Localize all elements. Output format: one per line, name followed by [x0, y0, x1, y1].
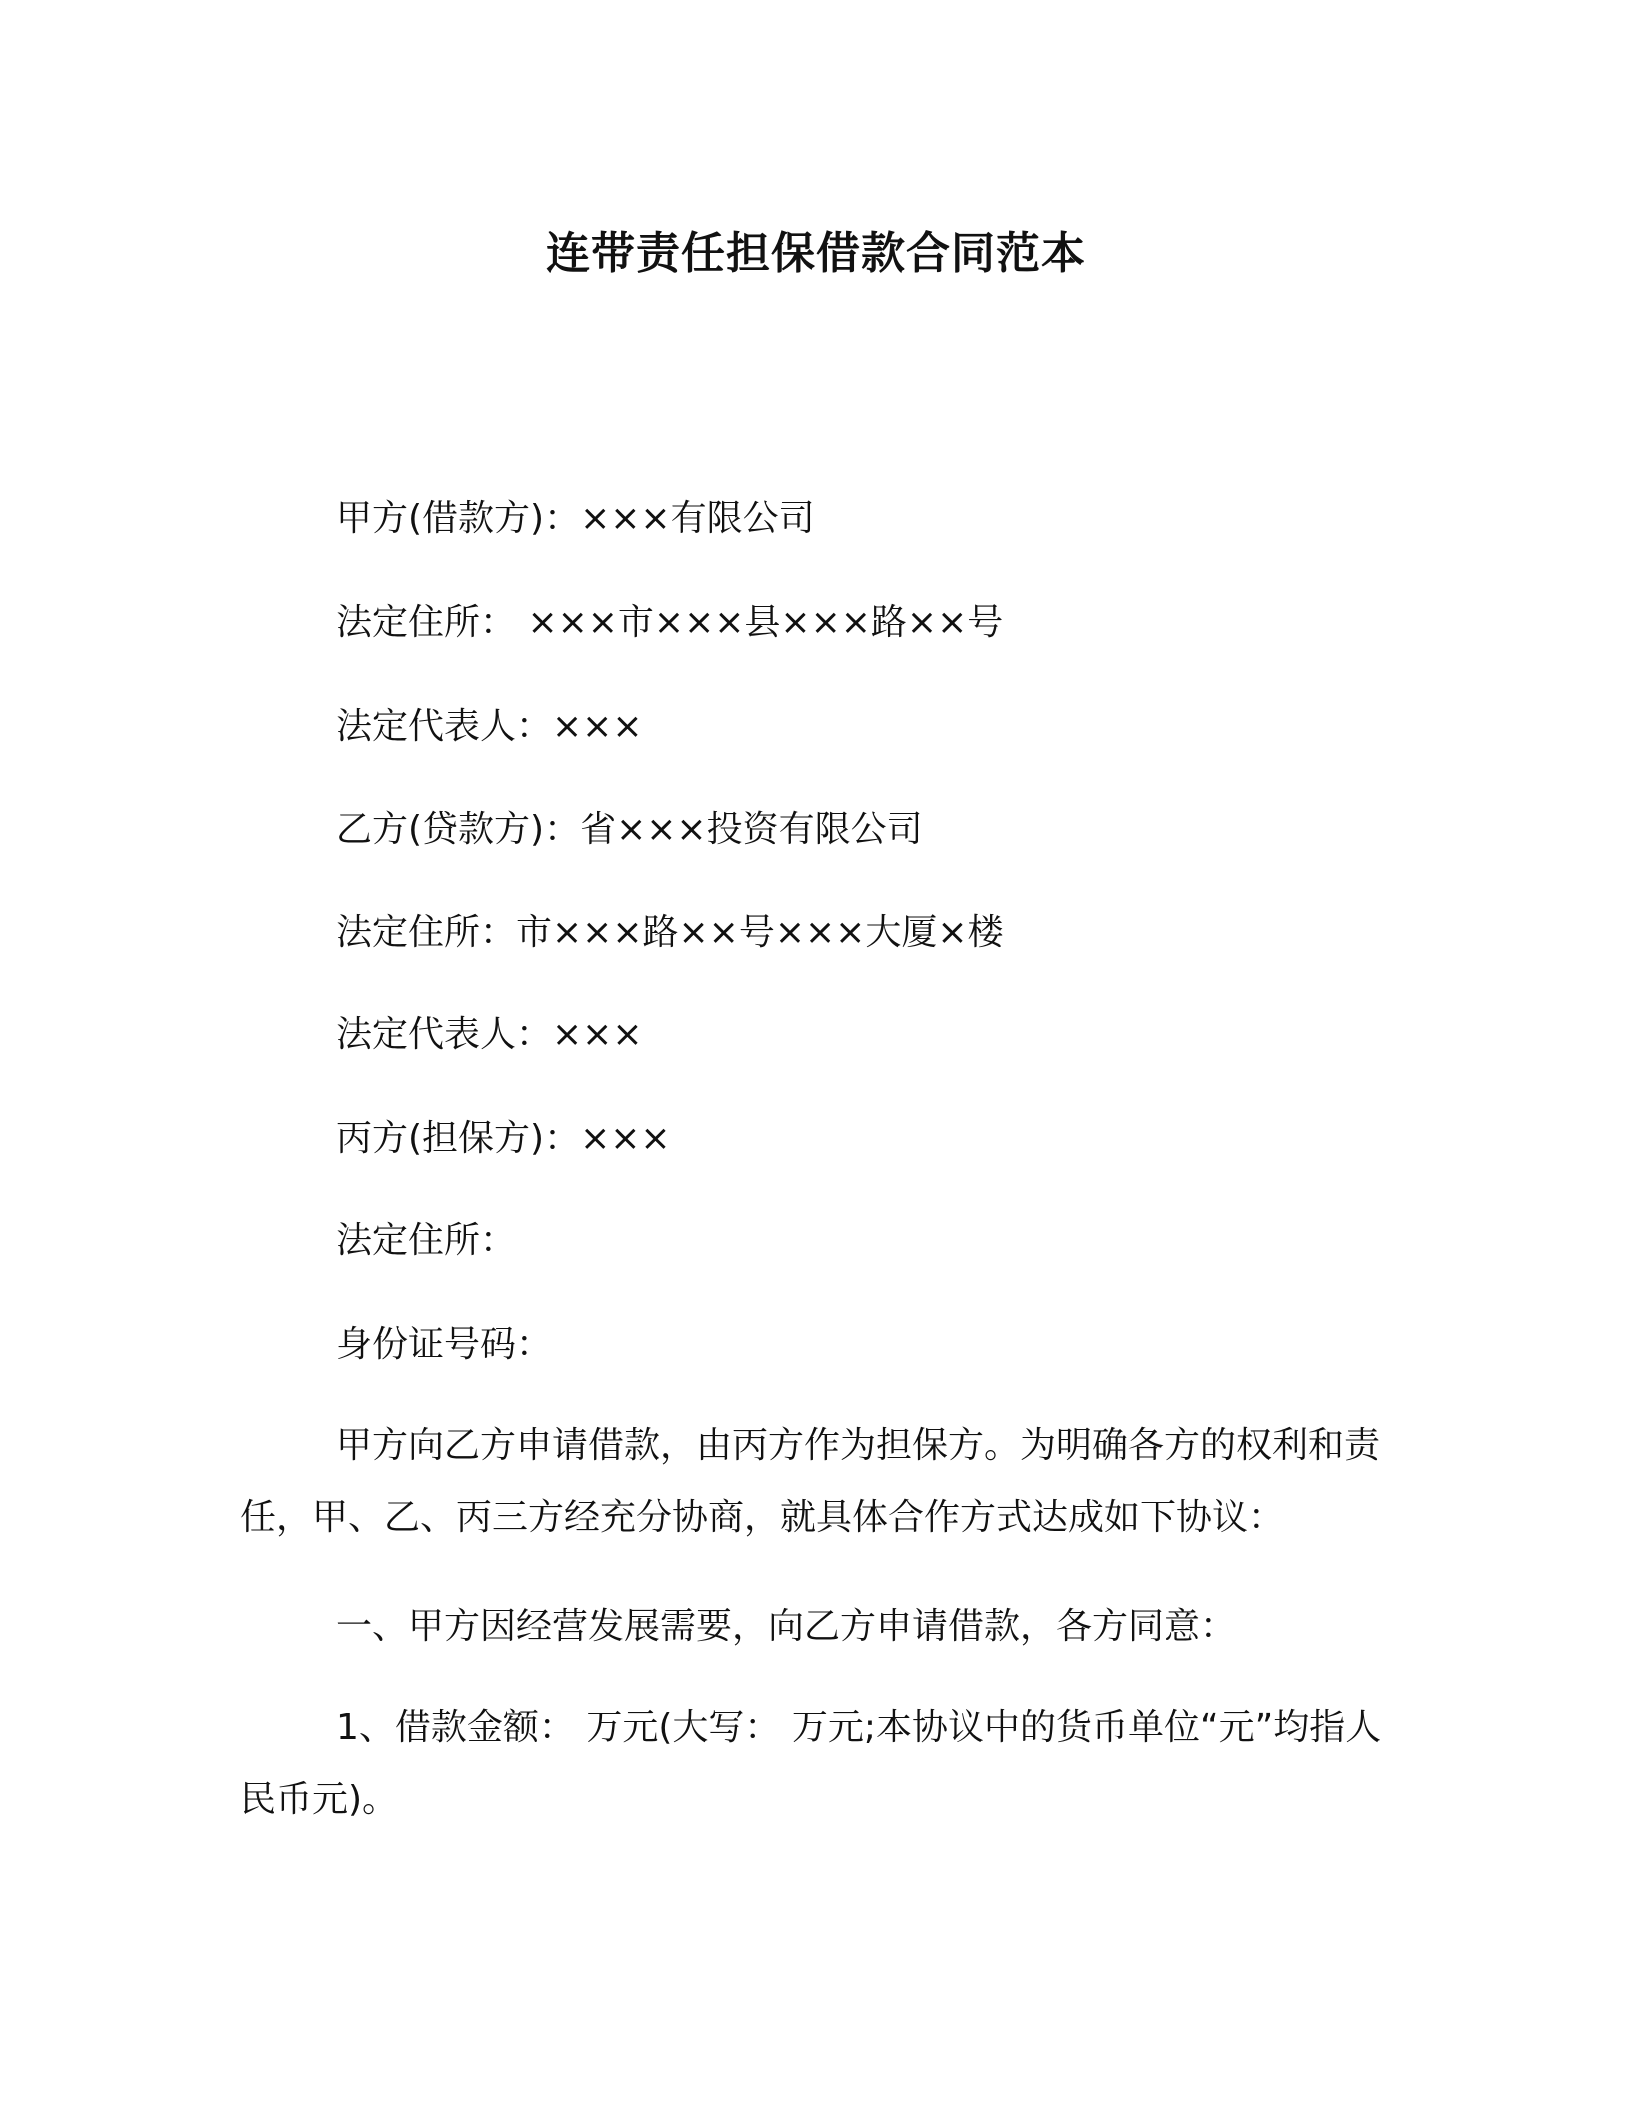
party-a-address: 法定住所： ×××市×××县×××路××号 — [336, 602, 1004, 643]
party-c-address: 法定住所： — [336, 1220, 517, 1261]
party-b-address: 法定住所：市×××路××号×××大厦×楼 — [336, 912, 1004, 953]
party-c-line: 丙方(担保方)：××× — [336, 1118, 671, 1159]
party-a-representative: 法定代表人：××× — [336, 706, 643, 747]
party-b-line: 乙方(贷款方)：省×××投资有限公司 — [336, 809, 923, 850]
document-title: 连带责任担保借款合同范本 — [546, 228, 1086, 279]
party-b-representative: 法定代表人：××× — [336, 1014, 643, 1055]
clause-1-item-1: 1、借款金额： 万元(大写： 万元;本协议中的货币单位“元”均指人民币元)。 — [240, 1707, 1382, 1820]
party-a-line: 甲方(借款方)：×××有限公司 — [336, 498, 815, 539]
party-c-id-number: 身份证号码： — [336, 1324, 553, 1365]
clause-1-heading: 一、甲方因经营发展需要，向乙方申请借款，各方同意： — [336, 1606, 1237, 1647]
intro-paragraph: 甲方向乙方申请借款，由丙方作为担保方。为明确各方的权利和责任，甲、乙、丙三方经充分协商，就具体合作方式达成如下协议： — [240, 1425, 1381, 1538]
